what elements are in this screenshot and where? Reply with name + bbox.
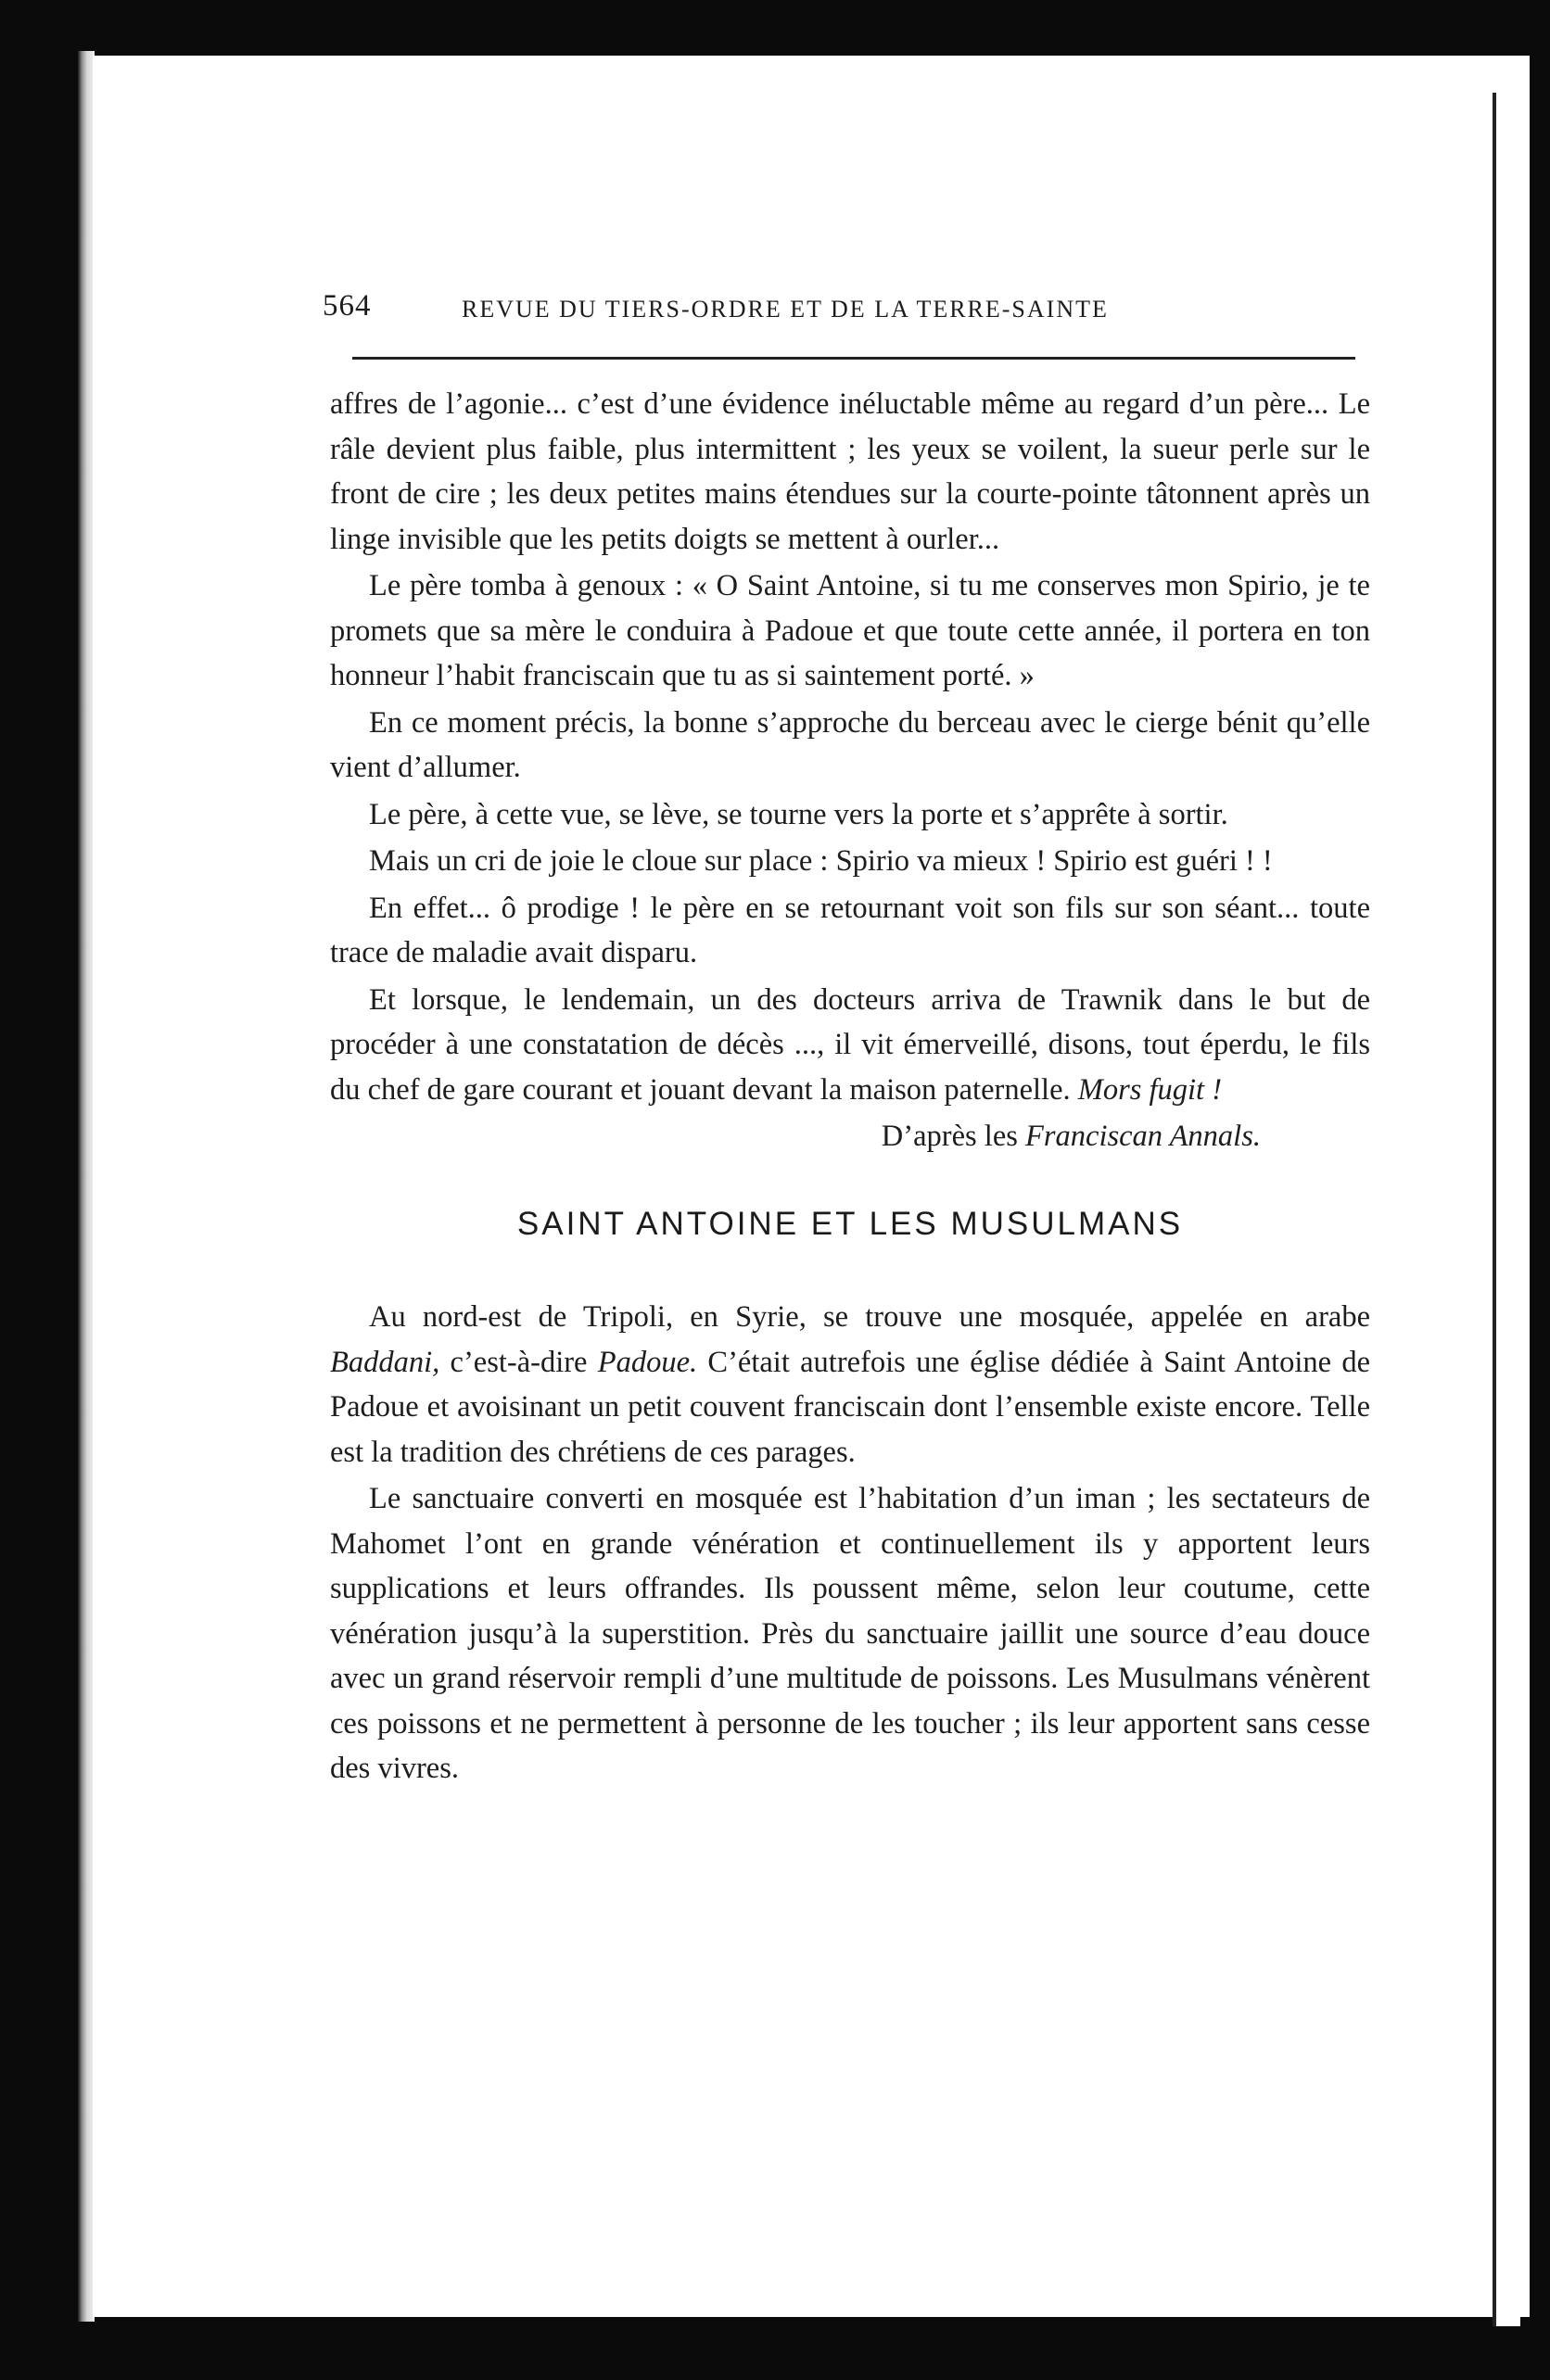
- italic-word: Baddani,: [330, 1345, 440, 1379]
- facing-page-edge: [1493, 93, 1520, 2326]
- paragraph: En effet... ô prodige ! le père en se retournant voit son fils sur son séant... toute trace de maladie avait disparu.: [330, 891, 1370, 969]
- paragraph: Le sanctuaire converti en mosquée est l’habitation d’un iman ; les sectateurs de Mahomet l’ont en grande vénération et continuellement ils y apportent leurs supplications et leurs offrandes. Ils poussent même, selon leur coutume, cette vénération jusqu’à la superstition. Près du sanctuaire jaillit une source d’eau douce avec un grand réservoir rempli d’une multitude de poissons. Les Musulmans vénèrent ces poissons et ne permettent à personne de les toucher ; ils leur apportent sans cesse des vivres.: [330, 1482, 1370, 1785]
- paragraph-text: Et lorsque, le lendemain, un des docteurs arriva de Trawnik dans le but de procéder à une constatation de décès ..., il vit émerveillé, disons, tout éperdu, le fils du chef de gare courant et jouant devant la maison paternelle.: [330, 982, 1370, 1107]
- paragraph: [330, 1295, 1370, 1475]
- running-header: [323, 289, 1361, 335]
- paragraph: affres de l’agonie... c’est d’une évidence inéluctable même au regard d’un père... Le râle devient plus faible, plus intermittent ; les yeux se voilent, la sueur perle sur le front de cire ; les deux petites mains étendues sur la courte-pointe tâtonnent après un linge invisible que les petits doigts se mettent à ourler...: [330, 387, 1370, 556]
- page-number: 564: [323, 289, 372, 323]
- paragraph-text: C’était autrefois une église dédiée à Saint Antoine de Padoue et avoisinant un petit couvent franciscain dont l’ensemble existe encore. Telle est la tradition des chrétiens de ces parages.: [330, 1345, 1371, 1469]
- running-title: REVUE DU TIERS-ORDRE ET DE LA TERRE-SAINTE: [462, 296, 1109, 323]
- section-title: SAINT ANTOINE ET LES MUSULMANS: [516, 1205, 1184, 1242]
- paragraph: [330, 978, 1370, 1113]
- paragraph: En ce moment précis, la bonne s’approche du berceau avec le cierge bénit qu’elle vient d’allumer.: [330, 705, 1370, 784]
- paragraph-text: Au nord-est de Tripoli, en Syrie, se trouve une mosquée, appelée en arabe: [369, 1300, 1370, 1334]
- paragraph: Le père, à cette vue, se lève, se tourne vers la porte et s’apprête à sortir.: [369, 797, 1228, 831]
- italic-phrase: Mors fugit !: [1077, 1072, 1223, 1107]
- paragraph: Mais un cri de joie le cloue sur place : Spirio va mieux ! Spirio est guéri ! !: [369, 844, 1273, 878]
- attribution-source: Franciscan Annals.: [1025, 1120, 1261, 1153]
- attribution: [330, 1114, 1370, 1159]
- paragraph-text: c’est-à-dire: [450, 1345, 588, 1379]
- italic-word: Padoue.: [597, 1345, 698, 1379]
- paragraph: Le père tomba à genoux : « O Saint Antoine, si tu me conserves mon Spirio, je te promets que sa mère le conduira à Padoue et que toute cette année, il portera en ton honneur l’habit franciscain que tu as si saintement porté. »: [330, 569, 1370, 692]
- attribution-prefix: D’après les: [881, 1120, 1018, 1153]
- header-rule: [352, 357, 1355, 360]
- body-text: [330, 382, 1370, 1793]
